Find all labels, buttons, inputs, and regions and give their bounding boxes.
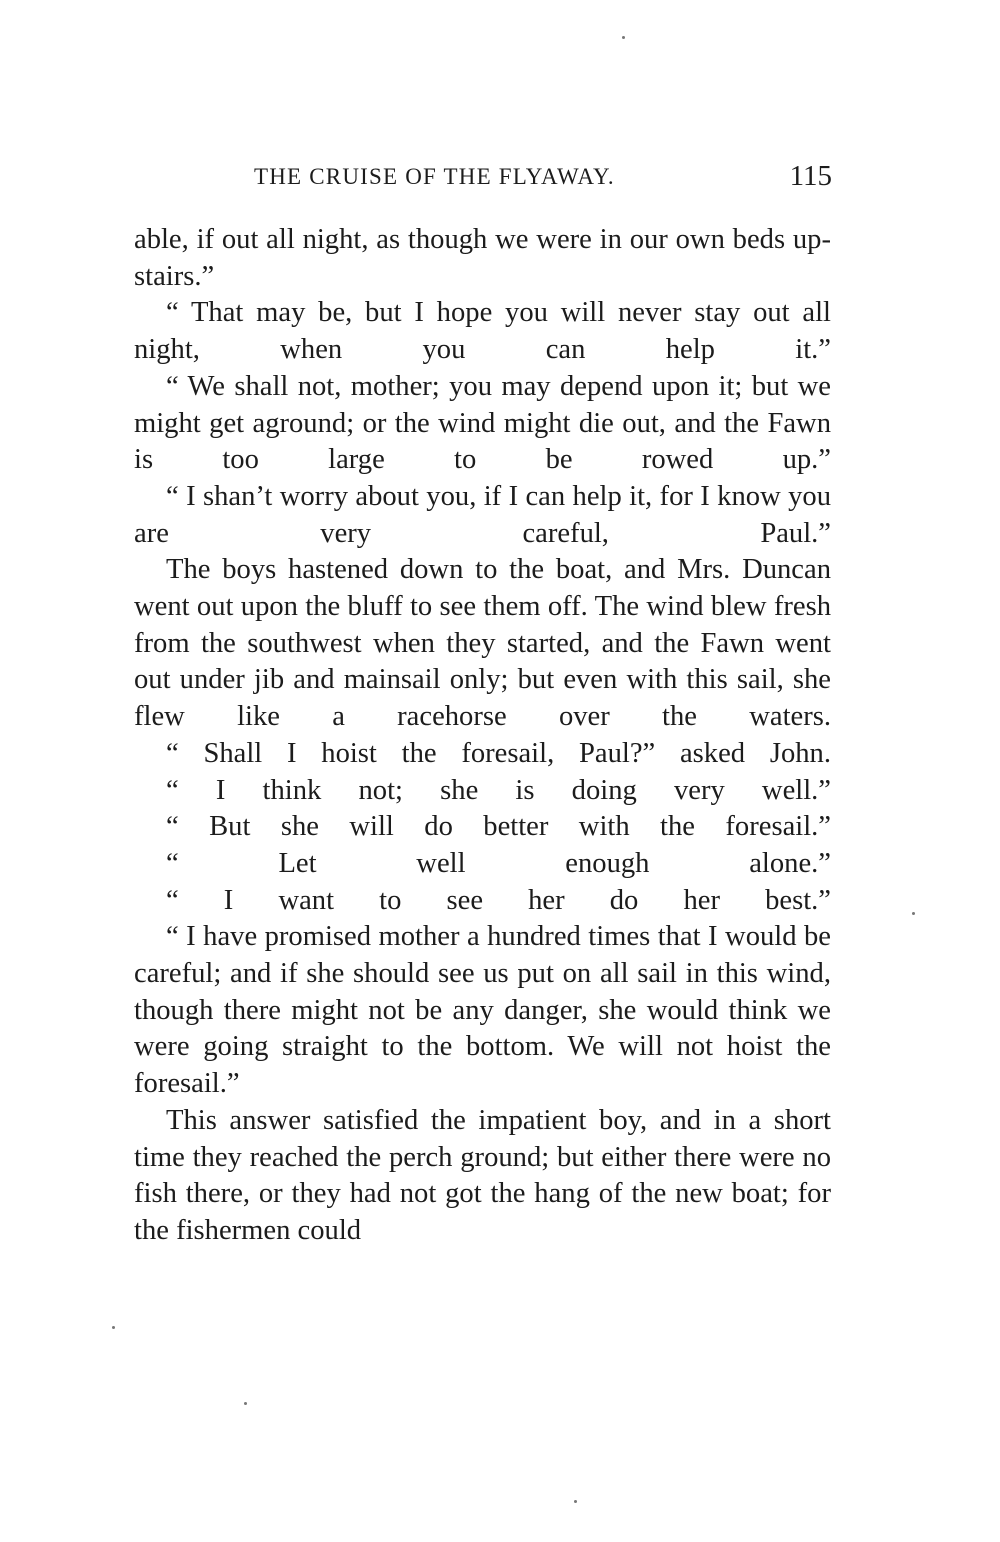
paragraph: This answer satisfied the impatient boy, and in a short time they reached the perch ground; but either there were no fish there, or they had not got the hang of the new boat; for the fishermen could [134,1104,831,1246]
paper-speck [112,1326,115,1329]
running-title: THE CRUISE OF THE FLYAWAY. [254,164,615,189]
page-header [134,160,834,200]
paragraph: “ That may be, but I hope you will never stay out all night, when you can help it.” [134,297,831,366]
paragraph: “ Let well enough alone.” [166,847,831,879]
body-text [134,222,831,1250]
paper-speck [622,36,625,39]
paper-speck [244,1402,247,1405]
paper-speck [574,1500,577,1503]
paragraph: able, if out all night, as though we were in our own beds up-stairs.” [134,224,831,292]
paragraph: “ I want to see her do her best.” [166,884,831,916]
paragraph: “ I have promised mother a hundred times that I would be careful; and if she should see us put on all sail in this wind, though there might not be any danger, she would think we were going straight to the bottom. We will not hoist the foresail.” [134,921,831,1100]
page-number: 115 [789,160,832,192]
paragraph: “ But she will do better with the foresail.” [166,811,831,843]
paragraph: “ Shall I hoist the foresail, Paul?” asked John. [166,737,831,769]
paragraph: “ I shan’t worry about you, if I can help it, for I know you are very careful, Paul.” [134,480,831,549]
paragraph: “ We shall not, mother; you may depend upon it; but we might get aground; or the wind might die out, and the Fawn is too large to be rowed up.” [134,370,831,476]
paper-speck [912,912,915,915]
paragraph: The boys hastened down to the boat, and Mrs. Duncan went out upon the bluff to see them off. The wind blew fresh from the southwest when they started, and the Fawn went out under jib and mainsail only; but even with this sail, she flew like a racehorse over the waters. [134,554,831,733]
paragraph: “ I think not; she is doing very well.” [166,774,831,806]
